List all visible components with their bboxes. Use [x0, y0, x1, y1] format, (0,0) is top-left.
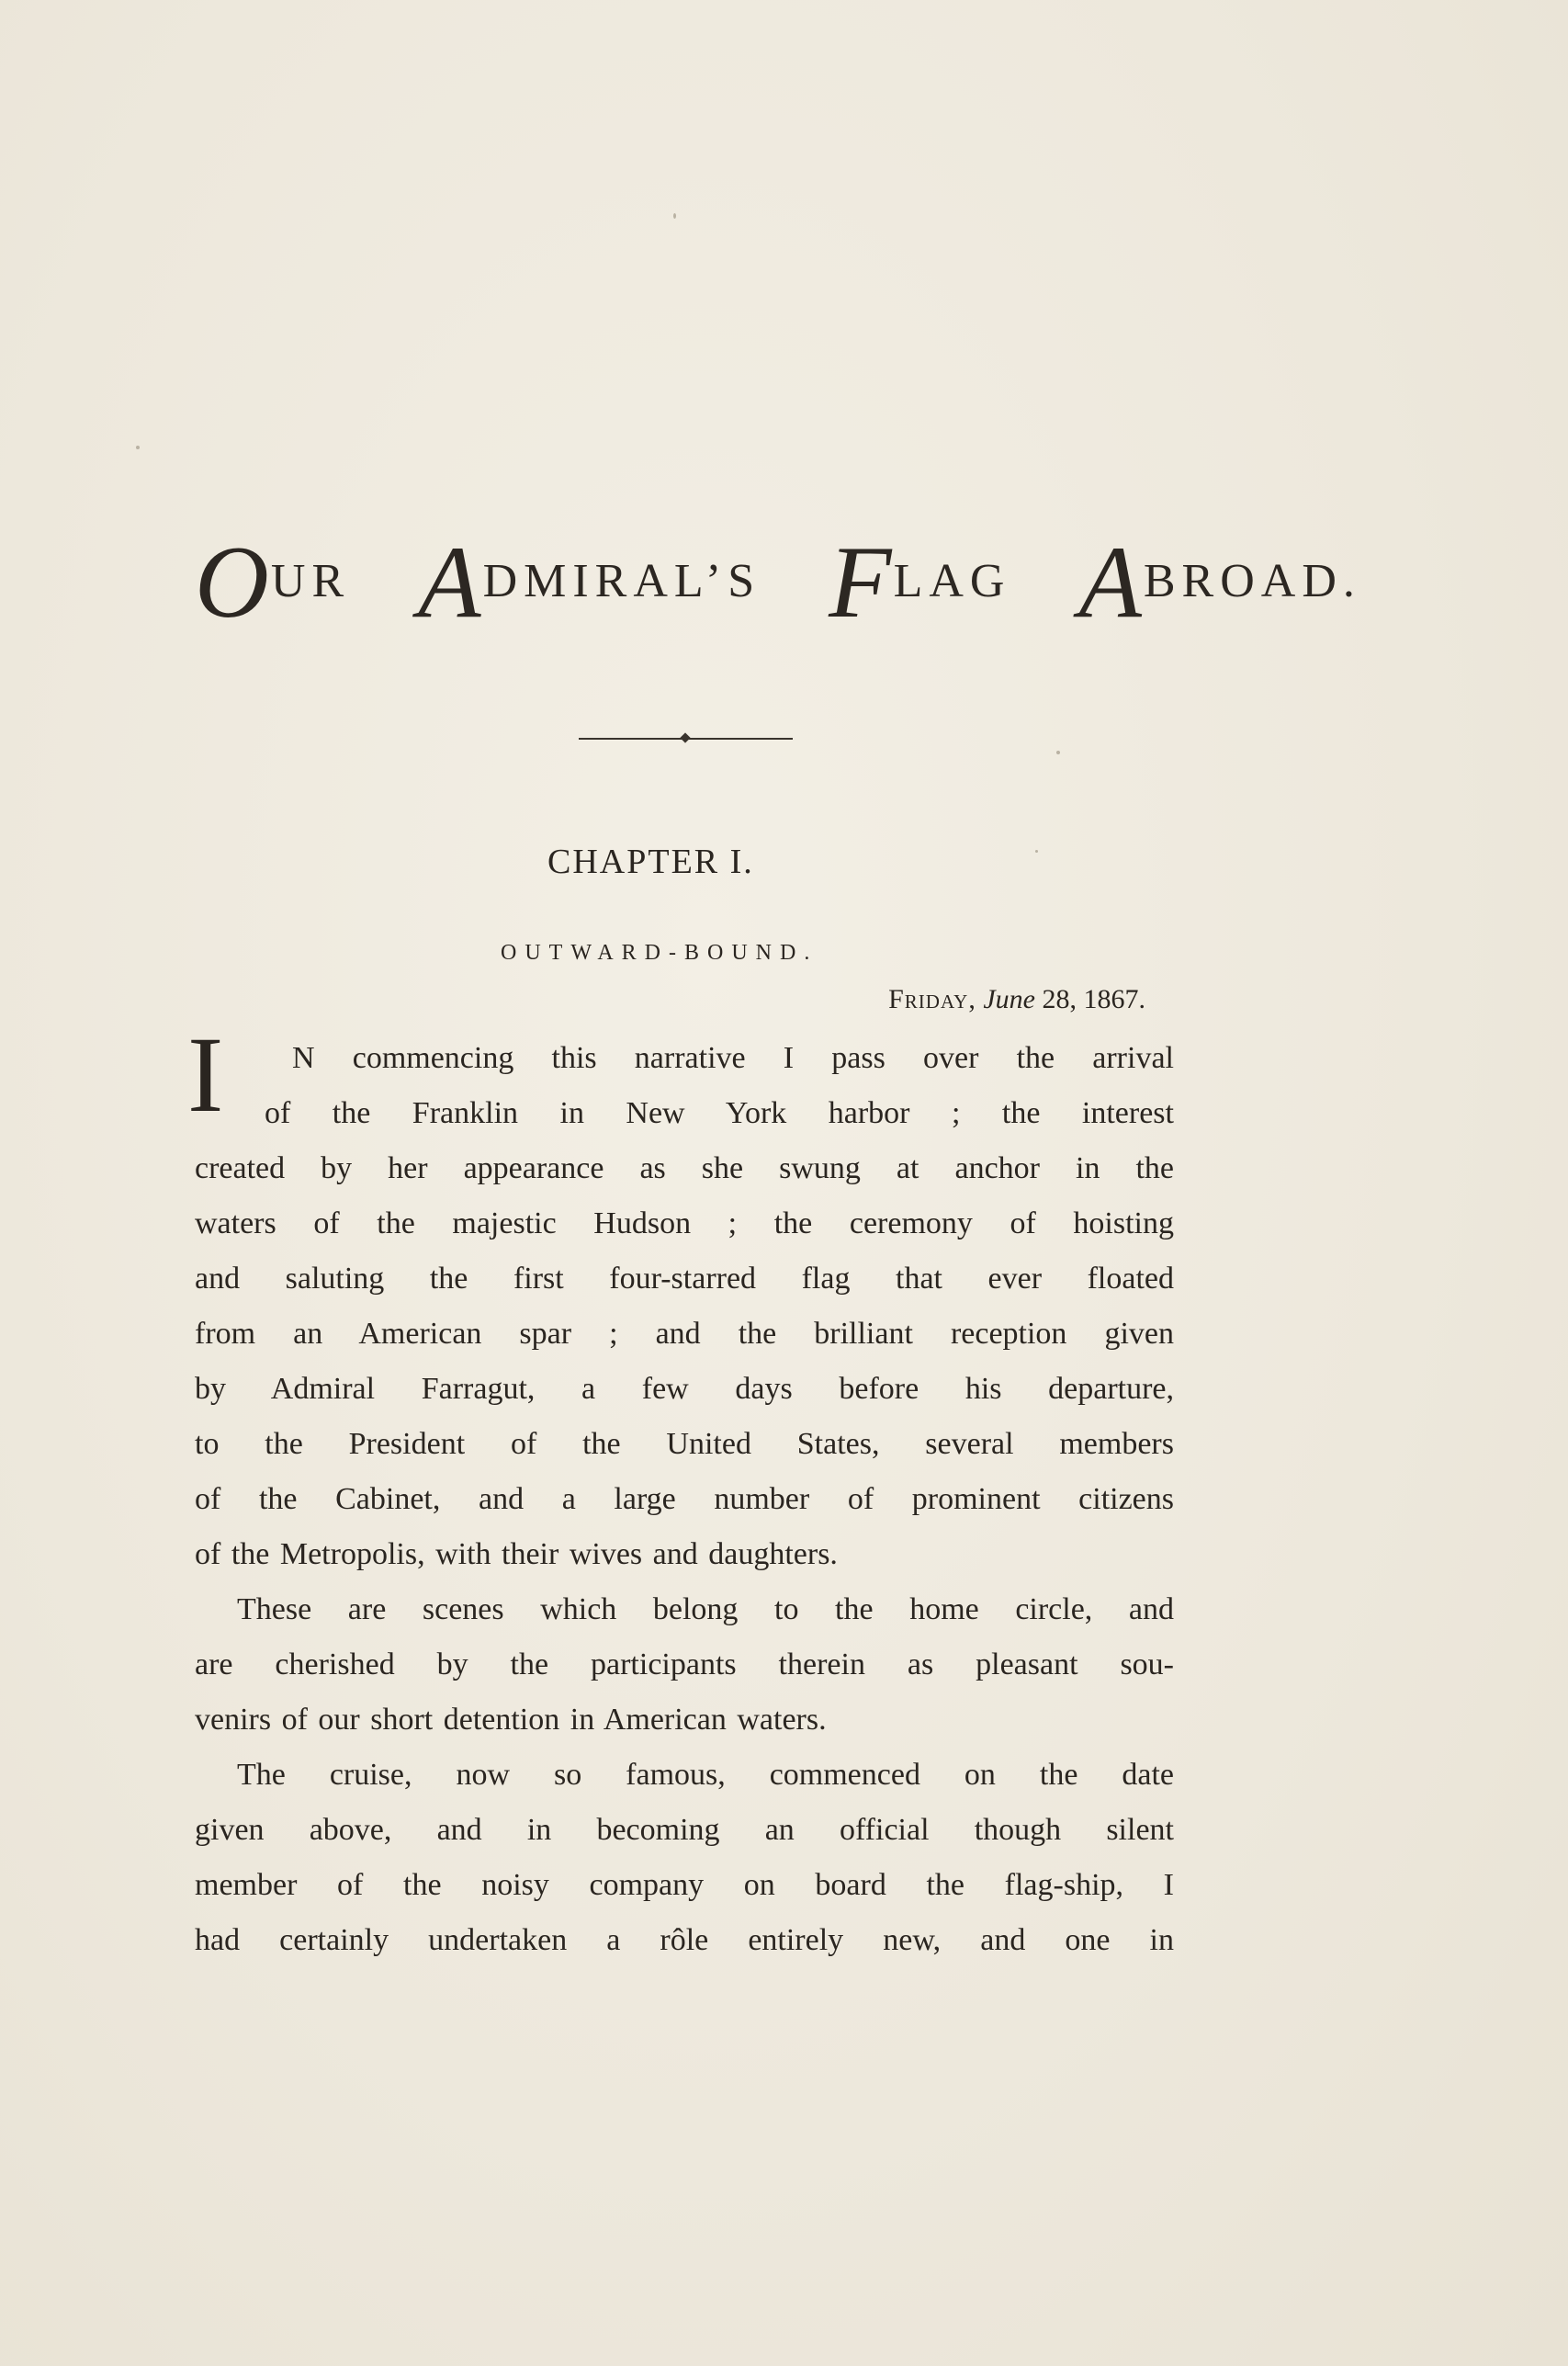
paper-speck	[1035, 850, 1038, 853]
body-line: created by her appearance as she swung at anchor in the	[195, 1151, 1174, 1185]
title-word: LAG	[893, 555, 1011, 607]
dateline	[888, 984, 1145, 1015]
body-line: from an American spar ; and the brilliant reception given	[195, 1317, 1174, 1351]
title-initial: A	[418, 526, 481, 640]
body-line: are cherished by the participants therein as pleasant sou-	[195, 1647, 1174, 1681]
dateline-day: Friday,	[888, 984, 976, 1014]
body-line: to the President of the United States, several members	[195, 1427, 1174, 1461]
body-line: These are scenes which belong to the home circle, and	[237, 1592, 1174, 1626]
paper-speck	[1056, 751, 1060, 754]
chapter-heading: CHAPTER I.	[547, 843, 754, 881]
paper-speck	[136, 446, 140, 449]
paper-speck	[673, 213, 676, 219]
dateline-date: 28, 1867.	[1042, 984, 1145, 1014]
body-line: and saluting the first four-starred flag that ever floated	[195, 1262, 1174, 1296]
body-line: by Admiral Farragut, a few days before his departure,	[195, 1372, 1174, 1406]
title-word: DMIRAL’S	[482, 555, 761, 607]
body-line: given above, and in becoming an official though silent	[195, 1813, 1174, 1847]
title-word: BROAD.	[1143, 555, 1361, 607]
title-initial: F	[829, 526, 892, 640]
title-word: UR	[270, 555, 351, 607]
body-line: waters of the majestic Hudson ; the ceremony of hoisting	[195, 1206, 1174, 1240]
body-line: member of the noisy company on board the flag-ship, I	[195, 1868, 1174, 1902]
book-title	[195, 524, 1361, 643]
body-line: of the Metropolis, with their wives and daughters.	[195, 1537, 838, 1571]
title-initial: O	[195, 526, 269, 640]
body-line: The cruise, now so famous, commenced on the date	[237, 1758, 1174, 1792]
body-line: of the Franklin in New York harbor ; the interest	[265, 1096, 1174, 1130]
body-line: venirs of our short detention in American waters.	[195, 1703, 827, 1737]
body-line: had certainly undertaken a rôle entirely new, and one in	[195, 1923, 1174, 1957]
drop-cap: I	[187, 1014, 224, 1135]
dateline-month: June	[983, 984, 1035, 1014]
body-line: N commencing this narrative I pass over the arrival	[292, 1041, 1174, 1075]
body-line: of the Cabinet, and a large number of prominent citizens	[195, 1482, 1174, 1516]
title-initial: A	[1078, 526, 1142, 640]
chapter-subtitle: OUTWARD-BOUND.	[501, 941, 818, 965]
